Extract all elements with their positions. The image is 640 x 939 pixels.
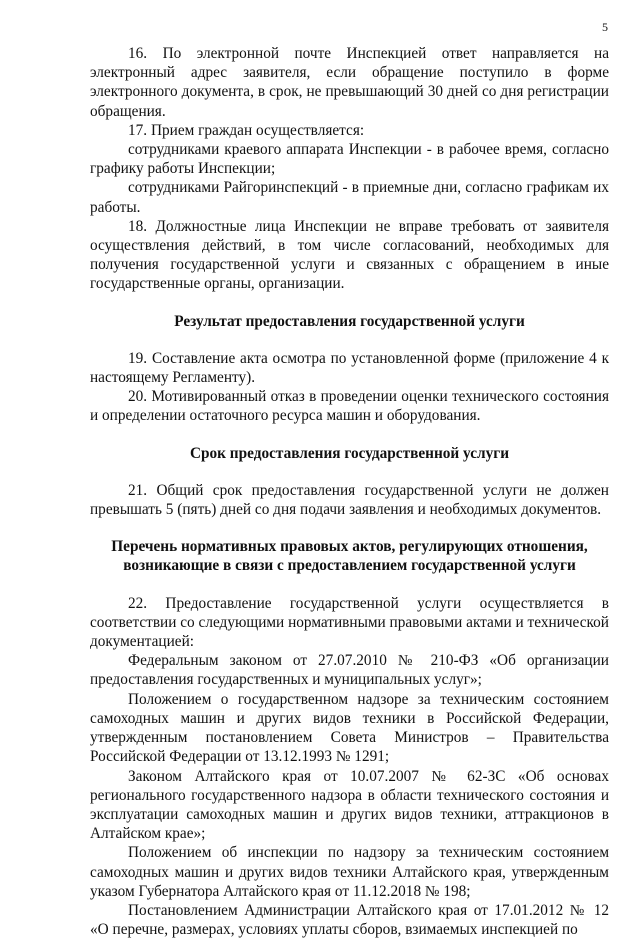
- spacer: [90, 294, 609, 312]
- paragraph-17-item-1: сотрудниками краевого аппарата Инспекции - в рабочее время, согласно графику работы Инспекции;: [90, 141, 609, 178]
- legal-act-federal-law: Федеральным законом от 27.07.2010 № 210-ФЗ «Об организации предоставления государственных и муниципальных услуг»;: [90, 652, 609, 689]
- paragraph-21: 21. Общий срок предоставления государственной услуги не должен превышать 5 (пять) дней со дня подачи заявления и необходимых документов.: [90, 481, 609, 519]
- section-heading-legal-acts: Перечень нормативных правовых актов, регулирующих отношения, возникающие в связи с предоставлением государственной услуги: [111, 538, 588, 575]
- paragraph-22: 22. Предоставление государственной услуги осуществляется в соответствии со следующими нормативными правовыми актами и технической документацией:: [90, 594, 609, 651]
- section-heading-result: Результат предоставления государственной услуги: [174, 312, 525, 330]
- spacer: [90, 426, 609, 444]
- paragraph-19: 19. Составление акта осмотра по установленной форме (приложение 4 к настоящему Регламенту).: [90, 349, 609, 387]
- page-number: 5: [602, 20, 608, 34]
- spacer: [90, 331, 609, 349]
- legal-act-administration-resolution-2012: Постановлением Администрации Алтайского края от 17.01.2012 № 12 «О перечне, размерах, условиях уплаты сборов, взимаемых инспекцией по: [90, 901, 609, 939]
- spacer: [90, 576, 609, 594]
- paragraph-16: 16. По электронной почте Инспекцией ответ направляется на электронный адрес заявителя, если обращение поступило в форме электронного документа, в срок, не превышающий 30 дней со дня регистрации обращения.: [90, 45, 609, 120]
- paragraph-20: 20. Мотивированный отказ в проведении оценки технического состояния и определении остаточного ресурса машин и оборудования.: [90, 388, 609, 425]
- paragraph-17-item-2: сотрудниками Райгоринспекций - в приемные дни, согласно графикам их работы.: [90, 179, 609, 216]
- paragraph-17: 17. Прием граждан осуществляется:: [128, 121, 365, 139]
- spacer: [90, 463, 609, 481]
- section-heading-term: Срок предоставления государственной услуги: [189, 444, 510, 462]
- document-body: [90, 44, 609, 939]
- paragraph-18: 18. Должностные лица Инспекции не вправе требовать от заявителя осуществления действий, в том числе согласований, необходимых для получения государственной услуги и связанных с обращением в иные государственные органы, организации.: [90, 217, 609, 293]
- legal-act-governor-decree-2018: Положением об инспекции по надзору за техническим состоянием самоходных машин и других видов техники Алтайского края, утвержденным указом Губернатора Алтайского края от 11.12.2018 № 198;: [90, 844, 609, 900]
- legal-act-altai-law-2007: Законом Алтайского края от 10.07.2007 № 62-ЗС «Об основах регионального государственного надзора в области технического состояния и эксплуатации самоходных машин и других видов техники, аттракционов в Алтайском крае»;: [90, 767, 609, 843]
- spacer: [90, 519, 609, 537]
- legal-act-regulation-1993: Положением о государственном надзоре за техническим состоянием самоходных машин и других видов техники в Российской Федерации, утвержденным постановлением Совета Министров – Правительства Российской Федерации от 13.12.1993 № 1291;: [90, 690, 609, 766]
